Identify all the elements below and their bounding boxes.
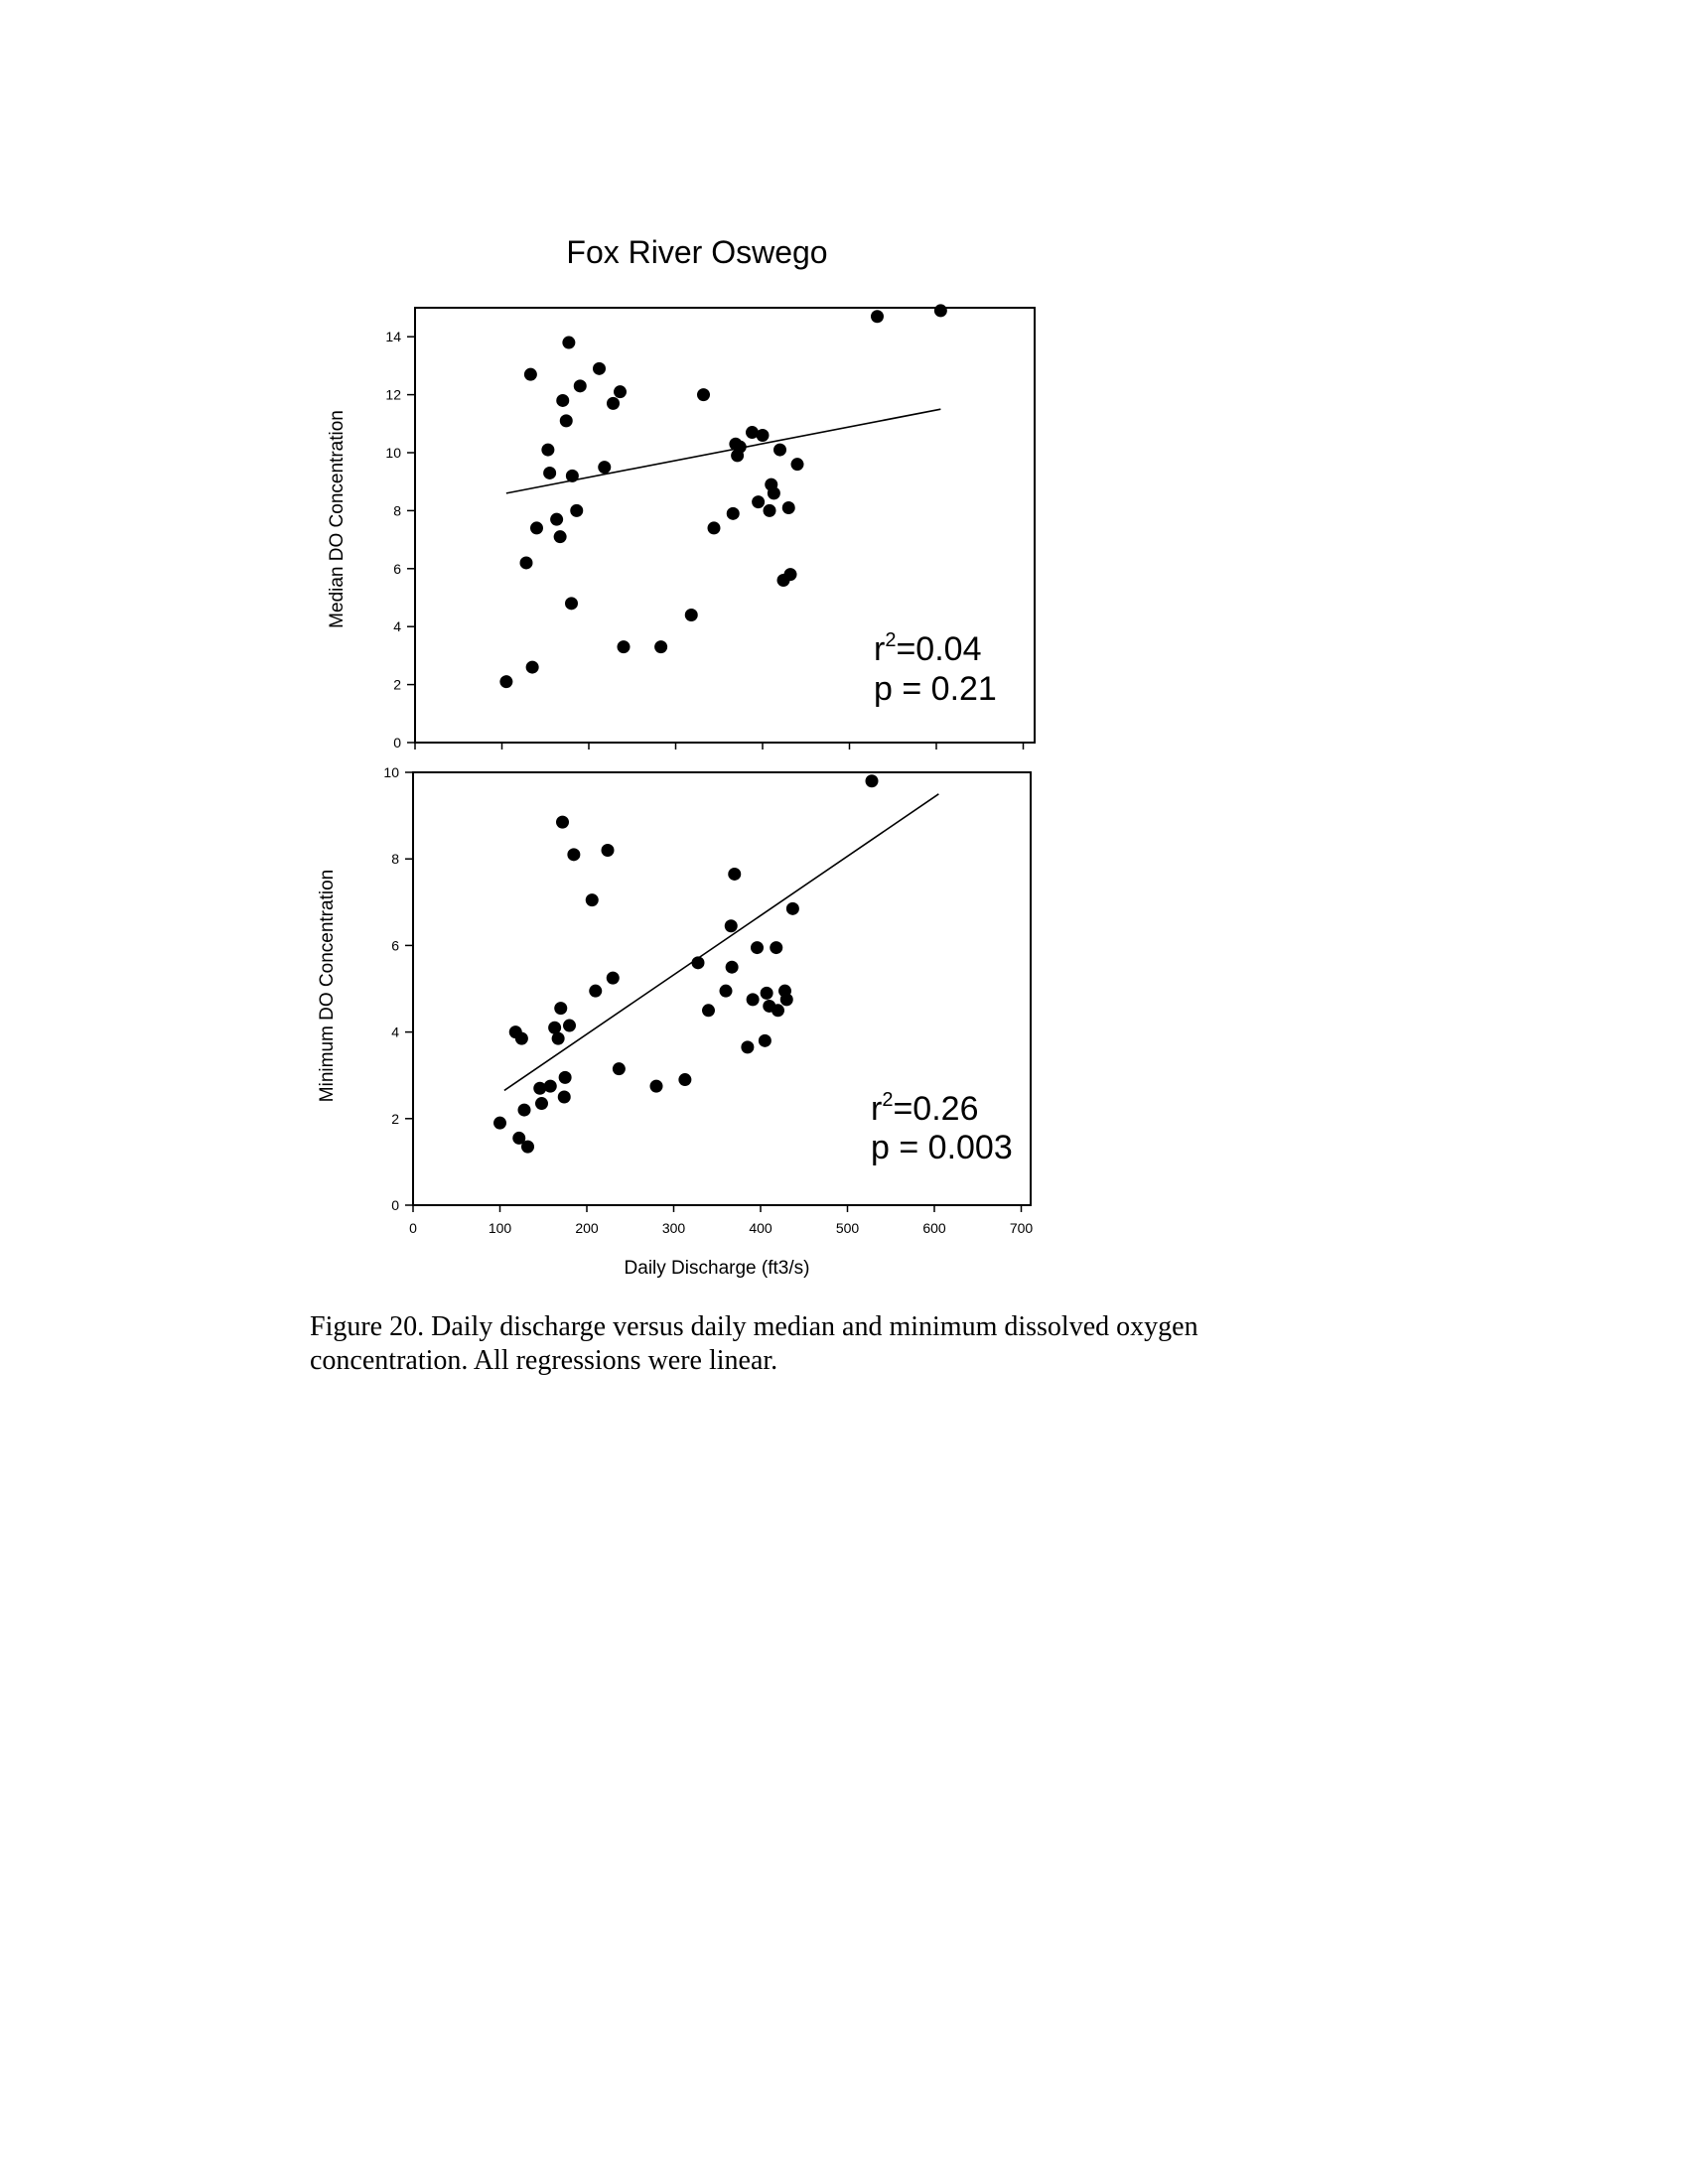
median-y-tick-label: 10 bbox=[385, 445, 401, 461]
minimum-data-point bbox=[556, 816, 569, 829]
median-data-point bbox=[520, 556, 533, 569]
minimum-data-point bbox=[586, 893, 599, 906]
minimum-data-point bbox=[563, 1020, 576, 1032]
minimum-y-tick-label: 0 bbox=[391, 1197, 399, 1213]
minimum-data-point bbox=[772, 1004, 784, 1017]
x-axis-label: Daily Discharge (ft3/s) bbox=[624, 1258, 810, 1279]
minimum-data-point bbox=[552, 1032, 565, 1045]
minimum-data-point bbox=[521, 1141, 534, 1154]
median-data-point bbox=[791, 458, 804, 471]
minimum-data-point bbox=[759, 1034, 772, 1047]
caption-line-1: Figure 20. Daily discharge versus daily median and minimum dissolved oxygen bbox=[310, 1311, 1198, 1342]
median-r2-annotation bbox=[874, 629, 981, 668]
median-data-point bbox=[574, 379, 587, 392]
median-data-point bbox=[685, 609, 698, 621]
median-r-superscript: 2 bbox=[885, 629, 897, 651]
median-data-point bbox=[550, 513, 563, 526]
minimum-data-point bbox=[720, 985, 733, 998]
median-data-point bbox=[727, 507, 740, 520]
x-tick-label: 100 bbox=[488, 1220, 512, 1236]
median-data-point bbox=[526, 661, 539, 674]
median-data-point bbox=[934, 304, 947, 317]
median-y-tick-label: 4 bbox=[393, 618, 401, 635]
minimum-data-point bbox=[741, 1040, 754, 1053]
minimum-data-point bbox=[518, 1104, 531, 1117]
minimum-data-point bbox=[607, 972, 620, 985]
median-data-point bbox=[871, 310, 884, 323]
minimum-do-panel bbox=[317, 764, 1033, 1279]
median-y-axis bbox=[385, 329, 415, 751]
minimum-data-point bbox=[650, 1080, 663, 1093]
minimum-data-point bbox=[725, 919, 738, 932]
median-data-point bbox=[556, 394, 569, 407]
minimum-r-superscript: 2 bbox=[882, 1089, 894, 1111]
x-tick-label: 200 bbox=[575, 1220, 599, 1236]
median-data-point bbox=[773, 444, 786, 457]
minimum-data-point bbox=[613, 1062, 626, 1075]
minimum-data-point bbox=[770, 941, 782, 954]
median-data-point bbox=[560, 414, 573, 427]
median-y-tick-label: 2 bbox=[393, 676, 401, 693]
minimum-data-point bbox=[559, 1071, 572, 1084]
median-y-label: Median DO Concentration bbox=[327, 410, 348, 628]
x-tick-label: 300 bbox=[661, 1220, 686, 1236]
median-y-tick-label: 8 bbox=[393, 502, 401, 519]
median-p-annotation: p = 0.21 bbox=[874, 670, 997, 708]
minimum-r2-annotation bbox=[871, 1089, 978, 1128]
minimum-p-annotation: p = 0.003 bbox=[871, 1129, 1013, 1166]
minimum-data-point bbox=[780, 993, 793, 1006]
median-data-point bbox=[565, 597, 578, 610]
minimum-y-tick-label: 4 bbox=[391, 1024, 399, 1040]
median-data-point bbox=[782, 501, 795, 514]
minimum-data-point bbox=[786, 902, 799, 915]
median-data-point bbox=[566, 470, 579, 482]
minimum-data-point bbox=[544, 1080, 557, 1093]
minimum-trendline bbox=[504, 794, 939, 1091]
minimum-data-point bbox=[726, 961, 739, 974]
median-data-point bbox=[554, 530, 567, 543]
median-data-point bbox=[697, 388, 710, 401]
median-data-point bbox=[614, 385, 627, 398]
minimum-y-axis bbox=[383, 764, 413, 1213]
minimum-r-prefix: r bbox=[871, 1090, 883, 1128]
median-data-point bbox=[784, 568, 797, 581]
median-do-panel bbox=[327, 304, 1035, 751]
minimum-data-point bbox=[761, 987, 773, 1000]
median-data-point bbox=[752, 495, 765, 508]
minimum-data-point bbox=[554, 1002, 567, 1015]
median-data-point bbox=[593, 362, 606, 375]
minimum-y-tick-label: 10 bbox=[383, 764, 399, 780]
minimum-data-point bbox=[751, 941, 764, 954]
median-data-point bbox=[768, 486, 780, 499]
minimum-y-tick-label: 2 bbox=[391, 1110, 399, 1127]
median-data-point bbox=[734, 441, 747, 454]
median-data-point bbox=[764, 504, 776, 517]
minimum-data-point bbox=[866, 774, 879, 787]
median-data-point bbox=[541, 444, 554, 457]
median-data-point bbox=[530, 521, 543, 534]
x-tick-label: 700 bbox=[1009, 1220, 1034, 1236]
minimum-y-tick-label: 6 bbox=[391, 937, 399, 954]
median-r2-value: =0.04 bbox=[896, 630, 982, 668]
minimum-data-point bbox=[702, 1004, 715, 1017]
median-data-point bbox=[607, 397, 620, 410]
median-y-tick-label: 12 bbox=[385, 386, 401, 403]
minimum-data-point bbox=[493, 1117, 506, 1130]
minimum-y-label: Minimum DO Concentration bbox=[317, 869, 338, 1103]
minimum-y-tick-label: 8 bbox=[391, 851, 399, 868]
median-data-point bbox=[499, 675, 512, 688]
median-data-point bbox=[598, 461, 611, 474]
minimum-data-point bbox=[535, 1097, 548, 1110]
x-axis bbox=[409, 1205, 1033, 1236]
x-tick-label: 400 bbox=[749, 1220, 772, 1236]
caption-line-2: concentration. All regressions were linear. bbox=[310, 1345, 778, 1376]
median-data-point bbox=[757, 429, 770, 442]
minimum-data-point bbox=[558, 1091, 571, 1104]
x-tick-label: 0 bbox=[409, 1220, 417, 1236]
minimum-data-point bbox=[602, 844, 615, 857]
minimum-data-point bbox=[515, 1032, 528, 1045]
minimum-points bbox=[493, 774, 879, 1153]
median-data-point bbox=[562, 337, 575, 349]
median-data-point bbox=[524, 368, 537, 381]
median-data-point bbox=[570, 504, 583, 517]
minimum-data-point bbox=[747, 993, 760, 1006]
median-y-tick-label: 6 bbox=[393, 560, 401, 577]
median-y-tick-label: 14 bbox=[385, 329, 401, 345]
minimum-data-point bbox=[728, 868, 741, 881]
minimum-data-point bbox=[589, 985, 602, 998]
median-data-point bbox=[618, 640, 631, 653]
figure-caption bbox=[310, 1310, 1402, 1378]
chart-title: Fox River Oswego bbox=[566, 234, 828, 270]
x-tick-label: 500 bbox=[835, 1220, 860, 1236]
minimum-data-point bbox=[692, 956, 705, 969]
median-x-axis-ticks bbox=[415, 743, 1024, 750]
median-y-tick-label: 0 bbox=[393, 735, 401, 751]
median-data-point bbox=[708, 521, 721, 534]
minimum-data-point bbox=[567, 848, 580, 861]
median-r-prefix: r bbox=[874, 630, 886, 668]
median-data-point bbox=[543, 467, 556, 479]
minimum-r2-value: =0.26 bbox=[893, 1090, 979, 1128]
median-data-point bbox=[654, 640, 667, 653]
minimum-data-point bbox=[678, 1073, 691, 1086]
x-tick-label: 600 bbox=[922, 1220, 946, 1236]
